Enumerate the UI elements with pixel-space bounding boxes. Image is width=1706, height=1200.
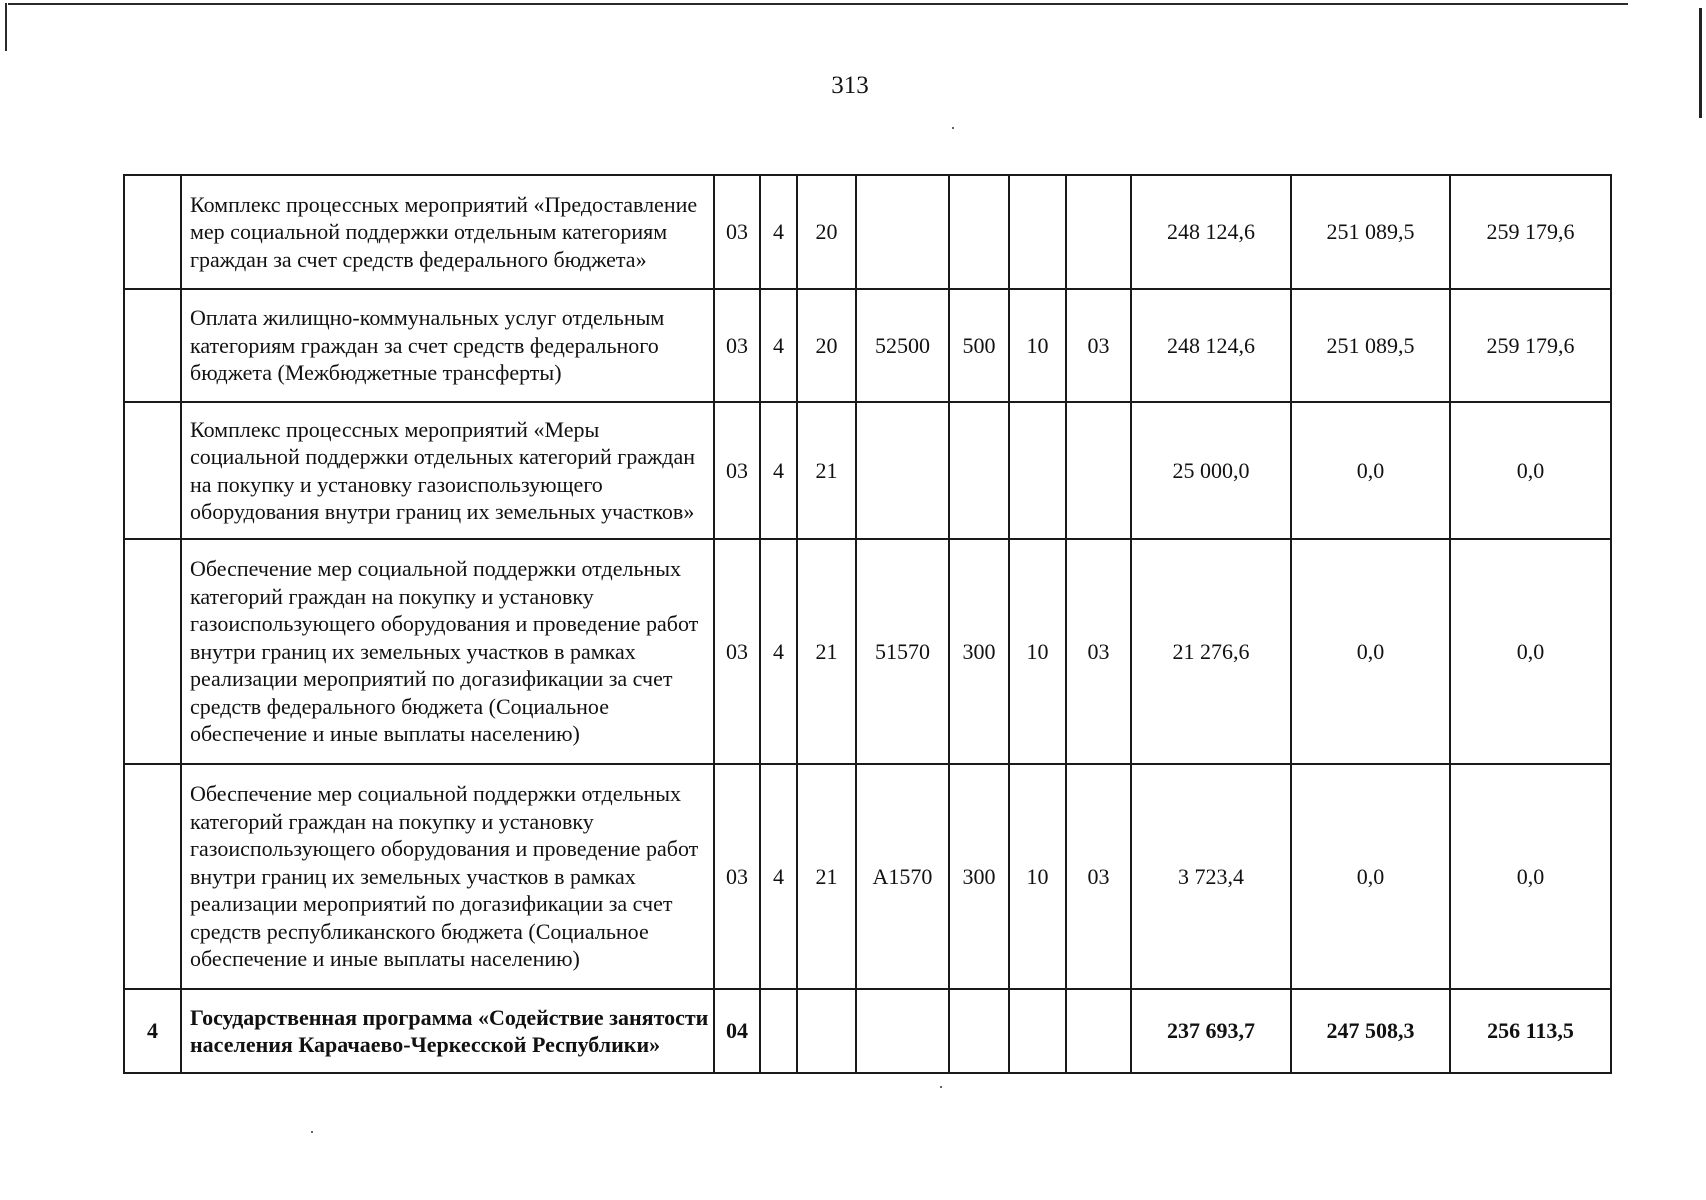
subsection-code-cell	[1066, 989, 1131, 1073]
amount-year-1-cell: 237 693,7	[1131, 989, 1291, 1073]
row-number-cell	[124, 539, 181, 764]
direction-code-cell	[856, 989, 949, 1073]
expense-name-cell: Обеспечение мер социальной поддержки отдельных категорий граждан на покупку и установку газоиспользующего оборудования и проведение работ внутри границ их земельных участков в рамках реализации мероприятий по догазификации за счет средств республиканского бюджета (Социальное обеспечение и иные выплаты населению)	[181, 764, 714, 989]
expense-name-cell: Оплата жилищно-коммунальных услуг отдельным категориям граждан за счет средств федерального бюджета (Межбюджетные трансферты)	[181, 289, 714, 402]
row-number-cell	[124, 764, 181, 989]
section-code-cell: 10	[1009, 289, 1066, 402]
main-event-code-cell: 20	[797, 289, 856, 402]
expense-type-code-cell	[949, 989, 1009, 1073]
main-event-code-cell: 21	[797, 402, 856, 539]
expense-name-cell: Обеспечение мер социальной поддержки отдельных категорий граждан на покупку и установку газоиспользующего оборудования и проведение работ внутри границ их земельных участков в рамках реализации мероприятий по догазификации за счет средств федерального бюджета (Социальное обеспечение и иные выплаты населению)	[181, 539, 714, 764]
program-code-cell: 03	[714, 539, 760, 764]
subprogram-type-code-cell: 4	[760, 539, 797, 764]
table-row	[124, 402, 1611, 539]
amount-year-1-cell: 248 124,6	[1131, 289, 1291, 402]
section-code-cell	[1009, 402, 1066, 539]
direction-code-cell: 52500	[856, 289, 949, 402]
section-code-cell	[1009, 989, 1066, 1073]
amount-year-1-cell: 25 000,0	[1131, 402, 1291, 539]
row-number-cell	[124, 289, 181, 402]
subsection-code-cell	[1066, 402, 1131, 539]
main-event-code-cell: 20	[797, 175, 856, 289]
scan-edge-right	[1699, 8, 1702, 118]
section-code-cell: 10	[1009, 764, 1066, 989]
subsection-code-cell	[1066, 175, 1131, 289]
scan-edge-top	[8, 3, 1628, 5]
table-body	[124, 175, 1611, 1073]
amount-year-2-cell: 247 508,3	[1291, 989, 1450, 1073]
subsection-code-cell: 03	[1066, 539, 1131, 764]
program-code-cell: 04	[714, 989, 760, 1073]
expense-name-cell: Государственная программа «Содействие занятости населения Карачаево-Черкесской Республики»	[181, 989, 714, 1073]
scan-speck	[311, 1131, 313, 1133]
subprogram-type-code-cell: 4	[760, 175, 797, 289]
amount-year-1-cell: 3 723,4	[1131, 764, 1291, 989]
scan-speck	[940, 1086, 942, 1088]
direction-code-cell	[856, 175, 949, 289]
subsection-code-cell: 03	[1066, 764, 1131, 989]
main-event-code-cell	[797, 989, 856, 1073]
amount-year-3-cell: 0,0	[1450, 402, 1611, 539]
amount-year-1-cell: 248 124,6	[1131, 175, 1291, 289]
table-row	[124, 989, 1611, 1073]
section-code-cell	[1009, 175, 1066, 289]
program-code-cell: 03	[714, 175, 760, 289]
budget-table	[123, 174, 1612, 1074]
expense-type-code-cell: 300	[949, 539, 1009, 764]
subsection-code-cell: 03	[1066, 289, 1131, 402]
scan-edge-left	[5, 3, 7, 51]
direction-code-cell: 51570	[856, 539, 949, 764]
amount-year-3-cell: 0,0	[1450, 764, 1611, 989]
row-number-cell	[124, 175, 181, 289]
main-event-code-cell: 21	[797, 764, 856, 989]
program-code-cell: 03	[714, 289, 760, 402]
amount-year-2-cell: 0,0	[1291, 764, 1450, 989]
expense-type-code-cell	[949, 175, 1009, 289]
subprogram-type-code-cell	[760, 989, 797, 1073]
amount-year-3-cell: 0,0	[1450, 539, 1611, 764]
expense-name-cell: Комплекс процессных мероприятий «Меры социальной поддержки отдельных категорий граждан на покупку и установку газоиспользующего оборудования внутри границ их земельных участков»	[181, 402, 714, 539]
amount-year-1-cell: 21 276,6	[1131, 539, 1291, 764]
page-number: 313	[831, 72, 869, 99]
expense-type-code-cell: 300	[949, 764, 1009, 989]
amount-year-2-cell: 251 089,5	[1291, 175, 1450, 289]
expense-name-cell: Комплекс процессных мероприятий «Предоставление мер социальной поддержки отдельным категориям граждан за счет средств федерального бюджета»	[181, 175, 714, 289]
table-row	[124, 289, 1611, 402]
amount-year-2-cell: 0,0	[1291, 539, 1450, 764]
subprogram-type-code-cell: 4	[760, 402, 797, 539]
subprogram-type-code-cell: 4	[760, 289, 797, 402]
main-event-code-cell: 21	[797, 539, 856, 764]
table-row	[124, 764, 1611, 989]
row-number-cell	[124, 402, 181, 539]
table-row	[124, 175, 1611, 289]
amount-year-2-cell: 251 089,5	[1291, 289, 1450, 402]
program-code-cell: 03	[714, 402, 760, 539]
direction-code-cell	[856, 402, 949, 539]
direction-code-cell: A1570	[856, 764, 949, 989]
subprogram-type-code-cell: 4	[760, 764, 797, 989]
amount-year-3-cell: 256 113,5	[1450, 989, 1611, 1073]
section-code-cell: 10	[1009, 539, 1066, 764]
table-row	[124, 539, 1611, 764]
amount-year-2-cell: 0,0	[1291, 402, 1450, 539]
scan-speck	[952, 127, 954, 129]
expense-type-code-cell: 500	[949, 289, 1009, 402]
program-code-cell: 03	[714, 764, 760, 989]
row-number-cell: 4	[124, 989, 181, 1073]
amount-year-3-cell: 259 179,6	[1450, 289, 1611, 402]
amount-year-3-cell: 259 179,6	[1450, 175, 1611, 289]
expense-type-code-cell	[949, 402, 1009, 539]
